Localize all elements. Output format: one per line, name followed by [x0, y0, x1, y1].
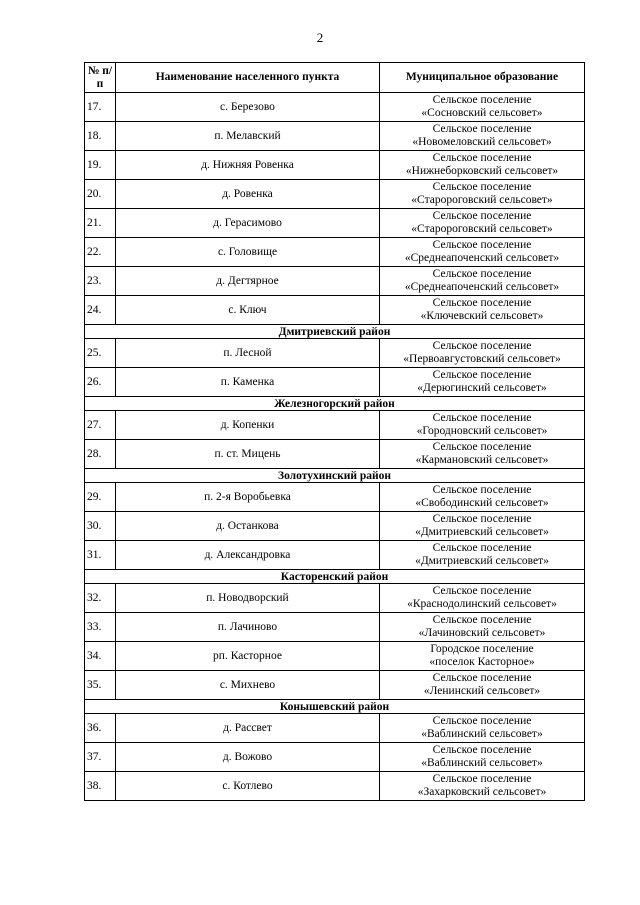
row-number: 19. [85, 151, 116, 180]
table-row [85, 671, 585, 700]
table-row [85, 209, 585, 238]
municipality-name: «Дмитриевский сельсовет» [415, 555, 549, 567]
row-number: 18. [85, 122, 116, 151]
table-row [85, 512, 585, 541]
municipality-type: Сельское поселение [432, 744, 532, 756]
row-number: 29. [85, 483, 116, 512]
settlement-name: п. Лесной [116, 339, 380, 368]
municipality-type: Сельское поселение [432, 484, 532, 496]
municipality-type: Городское поселение [430, 643, 534, 655]
municipality-name: «Краснодолинский сельсовет» [407, 598, 557, 610]
settlement-name: с. Котлево [116, 772, 380, 801]
table-row [85, 714, 585, 743]
municipality-cell [380, 151, 585, 180]
settlement-name: п. ст. Мицень [116, 440, 380, 469]
table-row [85, 440, 585, 469]
settlement-name: п. Каменка [116, 368, 380, 397]
row-number: 28. [85, 440, 116, 469]
municipality-cell [380, 671, 585, 700]
row-number: 38. [85, 772, 116, 801]
municipality-name: «Ваблинский сельсовет» [421, 757, 543, 769]
municipality-type: Сельское поселение [432, 210, 532, 222]
municipality-cell [380, 613, 585, 642]
row-number: 36. [85, 714, 116, 743]
header-num: № п/п [85, 63, 116, 93]
table-row [85, 642, 585, 671]
header-municipality: Муниципальное образование [380, 63, 585, 93]
municipality-type: Сельское поселение [432, 340, 532, 352]
municipality-cell [380, 483, 585, 512]
row-number: 21. [85, 209, 116, 238]
district-name: Касторенский район [85, 570, 585, 584]
municipality-name: «Ваблинский сельсовет» [421, 728, 543, 740]
municipality-cell [380, 743, 585, 772]
municipality-cell [380, 440, 585, 469]
municipality-cell [380, 541, 585, 570]
settlement-name: д. Герасимово [116, 209, 380, 238]
municipality-cell [380, 267, 585, 296]
district-header-row [85, 700, 585, 714]
district-name: Дмитриевский район [85, 325, 585, 339]
settlements-table [84, 62, 585, 801]
district-name: Железногорский район [85, 397, 585, 411]
municipality-name: «Нижнеборковский сельсовет» [405, 165, 559, 177]
municipality-name: «Ключевский сельсовет» [420, 310, 544, 322]
municipality-cell [380, 411, 585, 440]
settlement-name: п. 2-я Воробьевка [116, 483, 380, 512]
table-row [85, 584, 585, 613]
municipality-name: «Среднеапоченский сельсовет» [404, 281, 560, 293]
municipality-type: Сельское поселение [432, 123, 532, 135]
settlement-name: д. Рассвет [116, 714, 380, 743]
table-row [85, 339, 585, 368]
municipality-type: Сельское поселение [432, 297, 532, 309]
row-number: 22. [85, 238, 116, 267]
municipality-name: «Сосновский сельсовет» [421, 107, 543, 119]
municipality-name: «Дмитриевский сельсовет» [415, 526, 549, 538]
row-number: 33. [85, 613, 116, 642]
municipality-name: «Лачиновский сельсовет» [418, 627, 546, 639]
municipality-type: Сельское поселение [432, 239, 532, 251]
row-number: 30. [85, 512, 116, 541]
municipality-name: «Кармановский сельсовет» [415, 454, 549, 466]
municipality-cell [380, 584, 585, 613]
municipality-cell [380, 93, 585, 122]
table-body [85, 93, 585, 801]
page-number: 2 [316, 30, 324, 45]
municipality-name: «поселок Касторное» [429, 656, 535, 668]
settlement-name: рп. Касторное [116, 642, 380, 671]
district-header-row [85, 325, 585, 339]
municipality-cell [380, 772, 585, 801]
settlement-name: д. Дегтярное [116, 267, 380, 296]
municipality-type: Сельское поселение [432, 672, 532, 684]
municipality-type: Сельское поселение [432, 715, 532, 727]
table-row [85, 772, 585, 801]
municipality-name: «Ленинский сельсовет» [423, 685, 541, 697]
municipality-cell [380, 714, 585, 743]
table-row [85, 267, 585, 296]
municipality-name: «Захарковский сельсовет» [417, 786, 547, 798]
settlement-name: д. Вожово [116, 743, 380, 772]
municipality-cell [380, 339, 585, 368]
settlement-name: с. Михнево [116, 671, 380, 700]
municipality-cell [380, 238, 585, 267]
row-number: 26. [85, 368, 116, 397]
municipality-cell [380, 180, 585, 209]
table-row [85, 541, 585, 570]
settlement-name: с. Ключ [116, 296, 380, 325]
municipality-name: «Старороговский сельсовет» [411, 194, 553, 206]
municipality-name: «Дерюгинский сельсовет» [417, 382, 547, 394]
table-row [85, 368, 585, 397]
settlement-name: д. Александровка [116, 541, 380, 570]
settlement-name: д. Останкова [116, 512, 380, 541]
table-row [85, 483, 585, 512]
municipality-type: Сельское поселение [432, 94, 532, 106]
municipality-type: Сельское поселение [432, 542, 532, 554]
settlement-name: д. Копенки [116, 411, 380, 440]
district-header-row [85, 469, 585, 483]
municipality-name: «Среднеапоченский сельсовет» [404, 252, 560, 264]
district-header-row [85, 397, 585, 411]
table-row [85, 180, 585, 209]
settlement-name: д. Нижняя Ровенка [116, 151, 380, 180]
municipality-cell [380, 296, 585, 325]
row-number: 31. [85, 541, 116, 570]
row-number: 25. [85, 339, 116, 368]
district-header-row [85, 570, 585, 584]
municipality-name: «Первоавгустовский сельсовет» [403, 353, 561, 365]
table-row [85, 296, 585, 325]
municipality-name: «Старороговский сельсовет» [411, 223, 553, 235]
municipality-cell [380, 209, 585, 238]
municipality-type: Сельское поселение [432, 181, 532, 193]
municipality-cell [380, 368, 585, 397]
municipality-type: Сельское поселение [432, 152, 532, 164]
table-header-row [85, 63, 585, 93]
table-row [85, 613, 585, 642]
table-row [85, 122, 585, 151]
table-row [85, 743, 585, 772]
settlement-name: п. Новодворский [116, 584, 380, 613]
municipality-name: «Новомеловский сельсовет» [412, 136, 552, 148]
settlement-name: с. Березово [116, 93, 380, 122]
row-number: 37. [85, 743, 116, 772]
header-name: Наименование населенного пункта [116, 63, 380, 93]
row-number: 24. [85, 296, 116, 325]
municipality-type: Сельское поселение [432, 268, 532, 280]
district-name: Золотухинский район [85, 469, 585, 483]
settlement-name: с. Головище [116, 238, 380, 267]
row-number: 35. [85, 671, 116, 700]
municipality-type: Сельское поселение [432, 369, 532, 381]
row-number: 23. [85, 267, 116, 296]
table-row [85, 238, 585, 267]
row-number: 17. [85, 93, 116, 122]
settlement-name: п. Лачиново [116, 613, 380, 642]
table-row [85, 151, 585, 180]
settlement-name: п. Мелавский [116, 122, 380, 151]
settlement-name: д. Ровенка [116, 180, 380, 209]
row-number: 34. [85, 642, 116, 671]
municipality-type: Сельское поселение [432, 614, 532, 626]
district-name: Конышевский район [85, 700, 585, 714]
municipality-cell [380, 642, 585, 671]
row-number: 20. [85, 180, 116, 209]
table-row [85, 411, 585, 440]
municipality-cell [380, 122, 585, 151]
municipality-name: «Свободинский сельсовет» [415, 497, 549, 509]
municipality-type: Сельское поселение [432, 412, 532, 424]
row-number: 27. [85, 411, 116, 440]
municipality-cell [380, 512, 585, 541]
municipality-type: Сельское поселение [432, 773, 532, 785]
municipality-type: Сельское поселение [432, 513, 532, 525]
municipality-type: Сельское поселение [432, 585, 532, 597]
municipality-name: «Городновский сельсовет» [416, 425, 548, 437]
row-number: 32. [85, 584, 116, 613]
table-row [85, 93, 585, 122]
municipality-type: Сельское поселение [432, 441, 532, 453]
